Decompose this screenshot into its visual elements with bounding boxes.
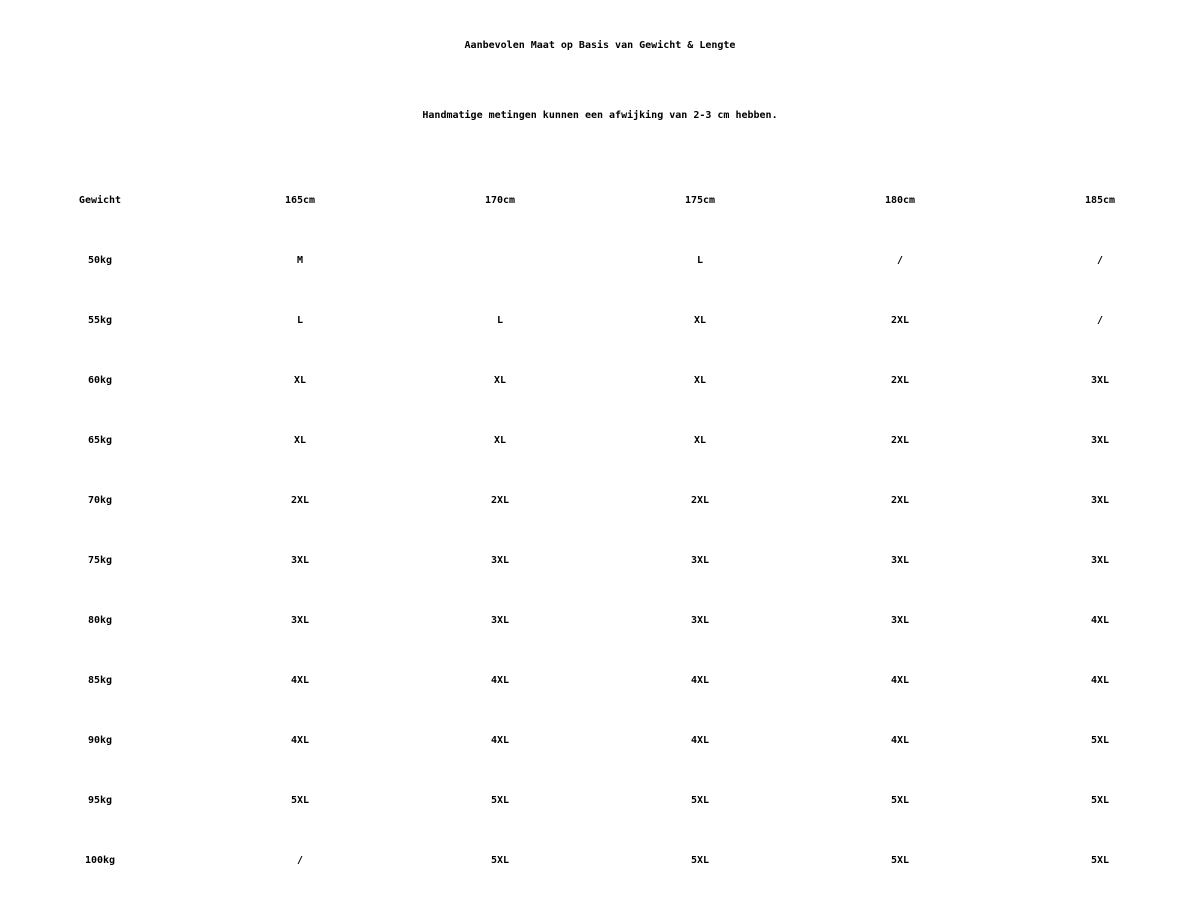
size-cell: 3XL [890,554,910,566]
size-cell: M [296,254,304,266]
weight-cell: 85kg [87,674,113,686]
size-cell: 2XL [690,494,710,506]
weight-cell: 65kg [87,434,113,446]
size-cell: 2XL [890,374,910,386]
size-cell: XL [293,434,307,446]
size-cell: 3XL [1090,494,1110,506]
weight-cell: 60kg [87,374,113,386]
size-cell: L [296,314,304,326]
size-cell: 2XL [890,314,910,326]
table-header-row [0,170,1200,230]
size-cell [400,230,600,290]
size-cell: 3XL [1090,374,1110,386]
header-weight: Gewicht [78,194,122,206]
size-cell: L [496,314,504,326]
size-cell: 3XL [290,614,310,626]
size-cell: 4XL [1090,614,1110,626]
size-cell: L [696,254,704,266]
size-cell: 2XL [490,494,510,506]
size-cell: 5XL [1090,734,1110,746]
header-170cm: 170cm [484,194,516,206]
size-cell: XL [493,374,507,386]
size-cell: XL [693,374,707,386]
table-row [0,830,1200,890]
table-row [0,290,1200,350]
size-cell: 5XL [1090,794,1110,806]
table-row [0,770,1200,830]
size-cell: 4XL [890,674,910,686]
size-cell: 3XL [690,554,710,566]
page-title: Aanbevolen Maat op Basis van Gewicht & Lengte [464,40,736,51]
size-cell: 5XL [890,854,910,866]
size-cell: 4XL [690,674,710,686]
page-subtitle: Handmatige metingen kunnen een afwijking van 2-3 cm hebben. [422,110,778,121]
size-cell: 5XL [490,794,510,806]
weight-cell: 70kg [87,494,113,506]
table-row [0,650,1200,710]
header-180cm: 180cm [884,194,916,206]
size-cell: / [1096,254,1104,266]
size-cell: XL [693,434,707,446]
weight-cell: 75kg [87,554,113,566]
size-cell: / [896,254,904,266]
size-cell: XL [293,374,307,386]
weight-cell: 90kg [87,734,113,746]
size-cell: 3XL [890,614,910,626]
size-cell: 4XL [690,734,710,746]
size-cell: 4XL [290,674,310,686]
size-cell: 2XL [890,494,910,506]
size-cell: XL [493,434,507,446]
size-cell: 3XL [690,614,710,626]
size-cell: 3XL [1090,434,1110,446]
size-cell: 5XL [490,854,510,866]
size-cell: 4XL [490,734,510,746]
size-cell: 5XL [690,794,710,806]
header-175cm: 175cm [684,194,716,206]
size-cell: 4XL [1090,674,1110,686]
table-row [0,530,1200,590]
weight-cell: 50kg [87,254,113,266]
size-cell: 2XL [890,434,910,446]
size-cell: XL [693,314,707,326]
size-cell: 5XL [890,794,910,806]
size-cell: / [296,854,304,866]
weight-cell: 80kg [87,614,113,626]
table-row [0,470,1200,530]
size-cell: 5XL [1090,854,1110,866]
size-chart-table [0,170,1200,890]
size-cell: 3XL [490,614,510,626]
size-cell: 3XL [490,554,510,566]
table-body [0,230,1200,890]
size-cell: 3XL [1090,554,1110,566]
size-cell: 4XL [290,734,310,746]
size-cell: 4XL [890,734,910,746]
weight-cell: 95kg [87,794,113,806]
weight-cell: 55kg [87,314,113,326]
weight-cell: 100kg [84,854,116,866]
header-165cm: 165cm [284,194,316,206]
size-cell: 5XL [690,854,710,866]
size-cell: / [1096,314,1104,326]
size-cell: 4XL [490,674,510,686]
size-cell: 3XL [290,554,310,566]
size-cell: 5XL [290,794,310,806]
table-row [0,350,1200,410]
table-row [0,590,1200,650]
table-row [0,230,1200,290]
size-cell: 2XL [290,494,310,506]
table-row [0,410,1200,470]
header-185cm: 185cm [1084,194,1116,206]
table-row [0,710,1200,770]
